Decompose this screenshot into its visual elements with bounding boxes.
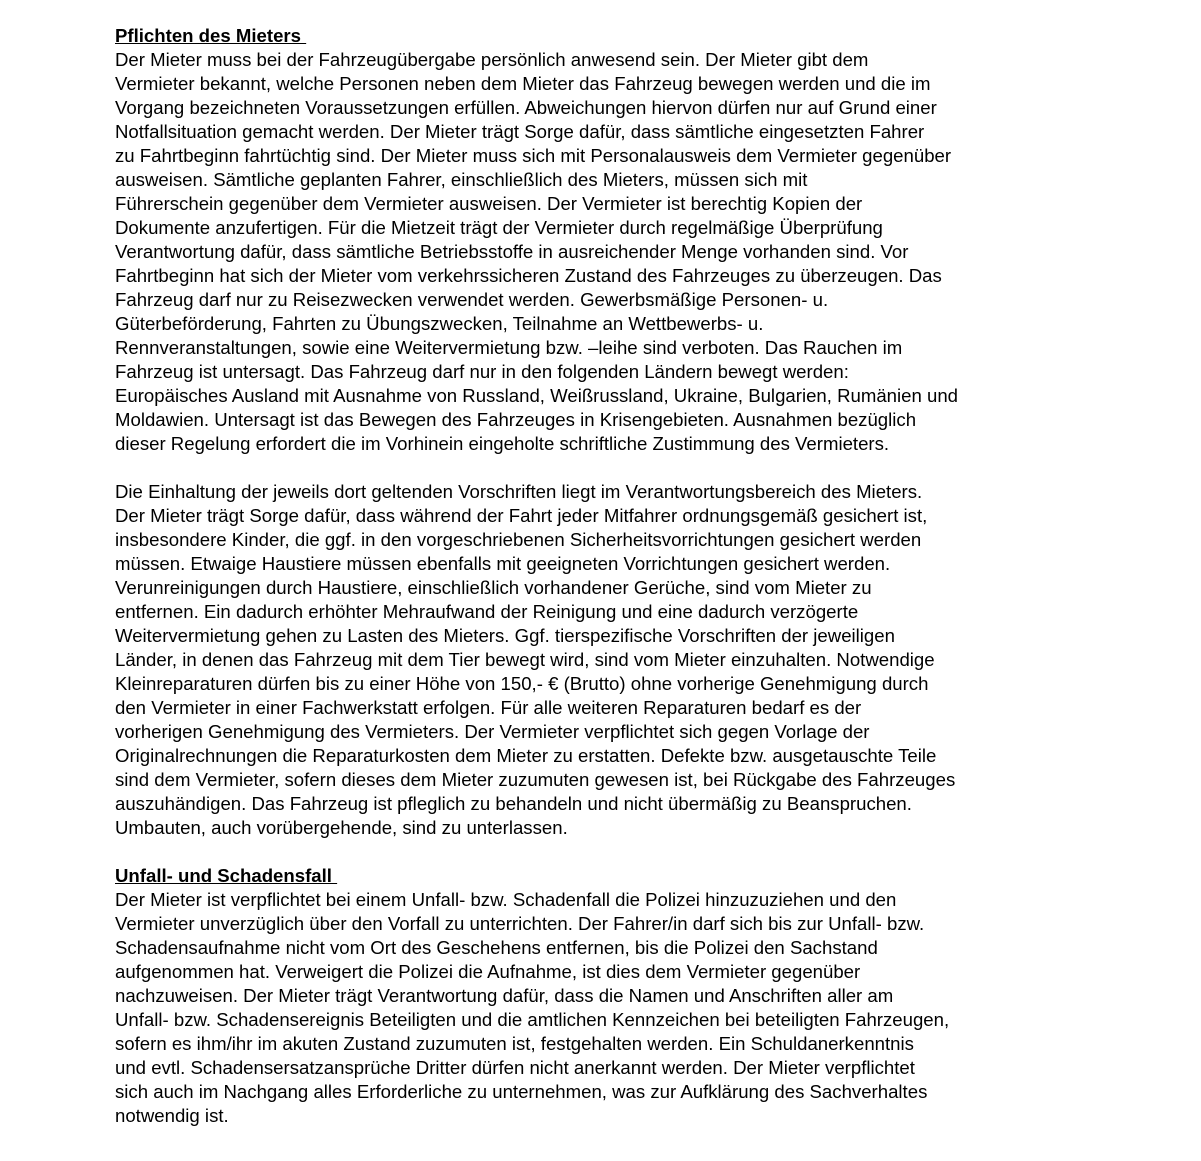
text-line: Fahrzeug ist untersagt. Das Fahrzeug darf nur in den folgenden Ländern bewegt werden: <box>115 361 849 382</box>
text-line: Fahrtbeginn hat sich der Mieter vom verkehrssicheren Zustand des Fahrzeuges zu überzeugen. Das <box>115 265 942 286</box>
text-line: müssen. Etwaige Haustiere müssen ebenfalls mit geeigneten Vorrichtungen gesichert werden. <box>115 553 891 574</box>
text-line: notwendig ist. <box>115 1105 229 1126</box>
text-line: dieser Regelung erfordert die im Vorhinein eingeholte schriftliche Zustimmung des Vermieters. <box>115 433 890 454</box>
text-line: Europäisches Ausland mit Ausnahme von Russland, Weißrussland, Ukraine, Bulgarien, Rumänien und <box>115 385 959 406</box>
text-line: Führerschein gegenüber dem Vermieter ausweisen. Der Vermieter ist berechtig Kopien der <box>115 193 863 214</box>
text-line: Kleinreparaturen dürfen bis zu einer Höhe von 150,- € (Brutto) ohne vorherige Genehmigung durch <box>115 673 929 694</box>
text-line: nachzuweisen. Der Mieter trägt Verantwortung dafür, dass die Namen und Anschriften aller am <box>115 985 894 1006</box>
text-line: Umbauten, auch vorübergehende, sind zu unterlassen. <box>115 817 568 838</box>
document-page <box>115 24 1075 1128</box>
text-line: Rennveranstaltungen, sowie eine Weitervermietung bzw. –leihe sind verboten. Das Rauchen im <box>115 337 903 358</box>
text-line: Schadensaufnahme nicht vom Ort des Geschehens entfernen, bis die Polizei den Sachstand <box>115 937 878 958</box>
text-line: den Vermieter in einer Fachwerkstatt erfolgen. Für alle weiteren Reparaturen bedarf es der <box>115 697 862 718</box>
paragraph-pflichten-2 <box>115 480 1075 840</box>
text-line: sich auch im Nachgang alles Erforderliche zu unternehmen, was zur Aufklärung des Sachverhaltes <box>115 1081 928 1102</box>
text-line: Verantwortung dafür, dass sämtliche Betriebsstoffe in ausreichender Menge vorhanden sind. Vor <box>115 241 909 262</box>
text-line: Güterbeförderung, Fahrten zu Übungszwecken, Teilnahme an Wettbewerbs- u. <box>115 313 764 334</box>
text-line: ausweisen. Sämtliche geplanten Fahrer, einschließlich des Mieters, müssen sich mit <box>115 169 808 190</box>
text-line: Notfallsituation gemacht werden. Der Mieter trägt Sorge dafür, dass sämtliche eingesetzten Fahrer <box>115 121 925 142</box>
text-line: insbesondere Kinder, die ggf. in den vorgeschriebenen Sicherheitsvorrichtungen gesichert werden <box>115 529 922 550</box>
text-line: Der Mieter muss bei der Fahrzeugübergabe persönlich anwesend sein. Der Mieter gibt dem <box>115 49 869 70</box>
text-line: vorherigen Genehmigung des Vermieters. Der Vermieter verpflichtet sich gegen Vorlage der <box>115 721 870 742</box>
paragraph-pflichten-1 <box>115 48 1075 456</box>
text-line: Fahrzeug darf nur zu Reisezwecken verwendet werden. Gewerbsmäßige Personen- u. <box>115 289 829 310</box>
text-line: Originalrechnungen die Reparaturkosten dem Mieter zu erstatten. Defekte bzw. ausgetauschte Teile <box>115 745 937 766</box>
text-line: und evtl. Schadensersatzansprüche Dritter dürfen nicht anerkannt werden. Der Mieter verpflichtet <box>115 1057 915 1078</box>
text-line: Moldawien. Untersagt ist das Bewegen des Fahrzeuges in Krisengebieten. Ausnahmen bezüglich <box>115 409 917 430</box>
text-line: Die Einhaltung der jeweils dort geltenden Vorschriften liegt im Verantwortungsbereich des Mieters. <box>115 481 923 502</box>
text-line: Dokumente anzufertigen. Für die Mietzeit trägt der Vermieter durch regelmäßige Überprüfung <box>115 217 883 238</box>
section-title-pflichten: Pflichten des Mieters <box>115 25 307 46</box>
text-line: sofern es ihm/ihr im akuten Zustand zuzumuten ist, festgehalten werden. Ein Schuldanerkenntnis <box>115 1033 914 1054</box>
text-line: entfernen. Ein dadurch erhöhter Mehraufwand der Reinigung und eine dadurch verzögerte <box>115 601 859 622</box>
text-line: aufgenommen hat. Verweigert die Polizei die Aufnahme, ist dies dem Vermieter gegenüber <box>115 961 861 982</box>
text-line: Vermieter bekannt, welche Personen neben dem Mieter das Fahrzeug bewegen werden und die im <box>115 73 931 94</box>
section-title-unfall: Unfall- und Schadensfall <box>115 865 338 886</box>
paragraph-unfall <box>115 888 1075 1128</box>
text-line: zu Fahrtbeginn fahrtüchtig sind. Der Mieter muss sich mit Personalausweis dem Vermieter gegenüber <box>115 145 952 166</box>
text-line: Vorgang bezeichneten Voraussetzungen erfüllen. Abweichungen hiervon dürfen nur auf Grund einer <box>115 97 937 118</box>
text-line: Der Mieter trägt Sorge dafür, dass während der Fahrt jeder Mitfahrer ordnungsgemäß gesichert ist, <box>115 505 928 526</box>
text-line: sind dem Vermieter, sofern dieses dem Mieter zuzumuten gewesen ist, bei Rückgabe des Fahrzeuges <box>115 769 956 790</box>
text-line: Vermieter unverzüglich über den Vorfall zu unterrichten. Der Fahrer/in darf sich bis zur Unfall- bzw. <box>115 913 925 934</box>
text-line: Länder, in denen das Fahrzeug mit dem Tier bewegt wird, sind vom Mieter einzuhalten. Notwendige <box>115 649 935 670</box>
text-line: Weitervermietung gehen zu Lasten des Mieters. Ggf. tierspezifische Vorschriften der jeweiligen <box>115 625 895 646</box>
paragraph-gap <box>115 840 1075 864</box>
text-line: Verunreinigungen durch Haustiere, einschließlich vorhandener Gerüche, sind vom Mieter zu <box>115 577 872 598</box>
text-line: auszuhändigen. Das Fahrzeug ist pfleglich zu behandeln und nicht übermäßig zu Beanspruchen. <box>115 793 912 814</box>
text-line: Unfall- bzw. Schadensereignis Beteiligten und die amtlichen Kennzeichen bei beteiligten Fahrzeugen, <box>115 1009 950 1030</box>
text-line: Der Mieter ist verpflichtet bei einem Unfall- bzw. Schadenfall die Polizei hinzuzuziehen und den <box>115 889 897 910</box>
paragraph-gap <box>115 456 1075 480</box>
